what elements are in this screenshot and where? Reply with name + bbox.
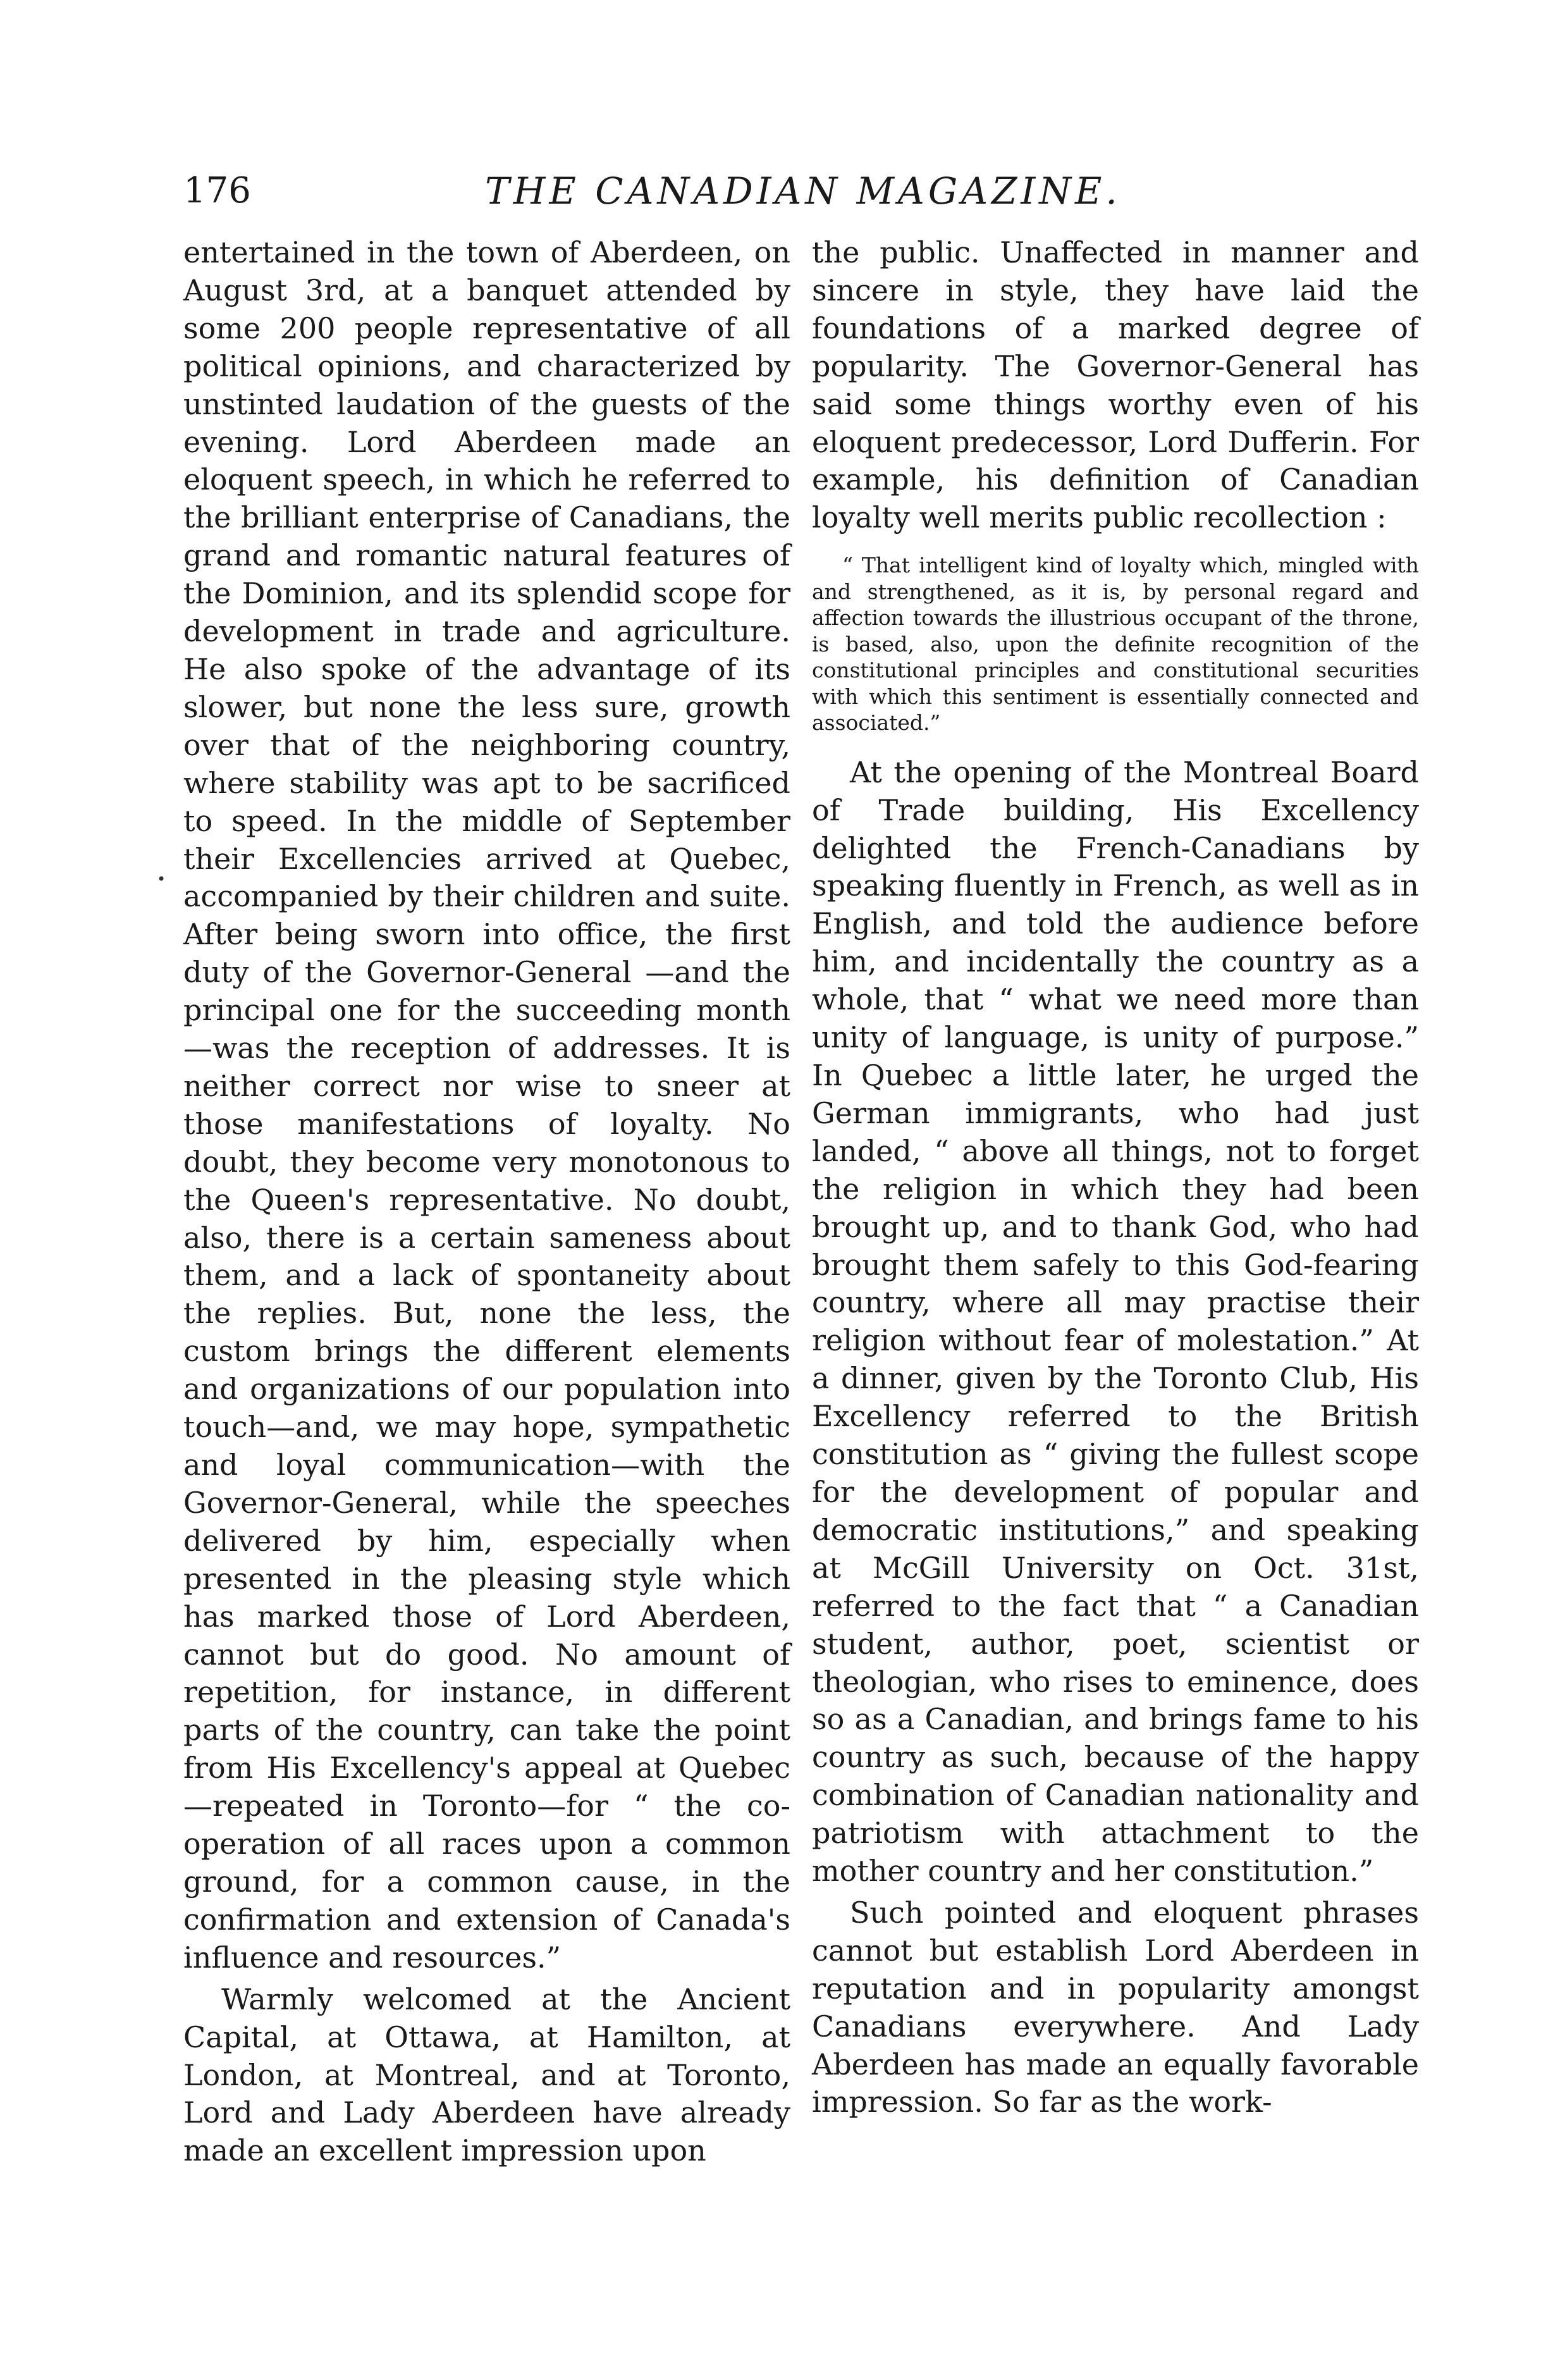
left-paragraph-2: Warmly welcomed at the Ancient Capital, at Ottawa, at Hamilton, at London, at Montreal, and at Toronto, Lord and Lady Aberdeen have already made an excellent impression upon bbox=[183, 1982, 790, 2168]
page-header bbox=[183, 166, 1423, 216]
left-paragraph-1: entertained in the town of Aberdeen, on August 3rd, at a banquet attended by some 200 people representative of all political opinions, and characterized by unstinted laudation of the guests of the evening. Lord Aberdeen made an eloquent speech, in which he referred to the brilliant enterprise of Canadians, the grand and romantic natural features of the Dominion, and its splendid scope for development in trade and agriculture. He also spoke of the advantage of its slower, but none the less sure, growth over that of the neighboring country, where stability was apt to be sacrificed to speed. In the middle of September their Excellencies arrived at Quebec, accompanied by their children and suite. After being sworn into office, the first duty of the Governor-General —and the principal one for the succeeding month—was the reception of addresses. It is neither correct nor wise to sneer at those manifestations of loyalty. No doubt, they become very monotonous to the Queen's representative. No doubt, also, there is a certain sameness about them, and a lack of spontaneity about the replies. But, none the less, the custom brings the different elements and organizations of our population into touch—and, we may hope, sympathetic and loyal communication—with the Governor-General, while the speeches delivered by him, especially when presented in the pleasing style which has marked those of Lord Aberdeen, cannot but do good. No amount of repetition, for instance, in different parts of the country, can take the point from His Excellency's appeal at Quebec—repeated in Toronto—for “ the co-operation of all races upon a common ground, for a common cause, in the confirmation and extension of Canada's influence and resources.” bbox=[183, 235, 790, 1975]
page-number: 176 bbox=[183, 170, 251, 211]
left-column bbox=[183, 234, 790, 2170]
block-quote: “ That intelligent kind of loyalty which, mingled with and strengthened, as it is, by personal regard and affection towards the illustrious occupant of the throne, is based, also, upon the definite recognition of the constitutional principles and constitutional securities with which this sentiment is essentially connected and associated.” bbox=[812, 553, 1419, 736]
right-paragraph-3: Such pointed and eloquent phrases cannot but establish Lord Aberdeen in reputation and in popularity amongst Canadians everywhere. And Lady Aberdeen has made an equally favorable impression. So far as the work- bbox=[812, 1895, 1419, 2119]
right-paragraph-2: At the opening of the Montreal Board of Trade building, His Excellency delighted the French-Canadians by speaking fluently in French, as well as in English, and told the audience before him, and incidentally the country as a whole, that “ what we need more than unity of language, is unity of purpose.” In Quebec a little later, he urged the German immigrants, who had just landed, “ above all things, not to forget the religion in which they had been brought up, and to thank God, who had brought them safely to this God-fearing country, where all may practise their religion without fear of molestation.” At a dinner, given by the Toronto Club, His Excellency referred to the British constitution as “ giving the fullest scope for the development of popular and democratic institutions,” and speaking at McGill University on Oct. 31st, referred to the fact that “ a Canadian student, author, poet, scientist or theologian, who rises to eminence, does so as a Canadian, and brings fame to his country as such, because of the happy combination of Canadian nationality and patriotism with attachment to the mother country and her constitution.” bbox=[812, 755, 1419, 1889]
running-title: THE CANADIAN MAGAZINE. bbox=[485, 170, 1121, 213]
margin-mark: • bbox=[157, 870, 166, 888]
right-column bbox=[812, 234, 1419, 2121]
right-paragraph-1: the public. Unaffected in manner and sincere in style, they have laid the foundations of a marked degree of popularity. The Governor-General has said some things worthy even of his eloquent predecessor, Lord Dufferin. For example, his definition of Canadian loyalty well merits public recollection : bbox=[812, 235, 1419, 535]
